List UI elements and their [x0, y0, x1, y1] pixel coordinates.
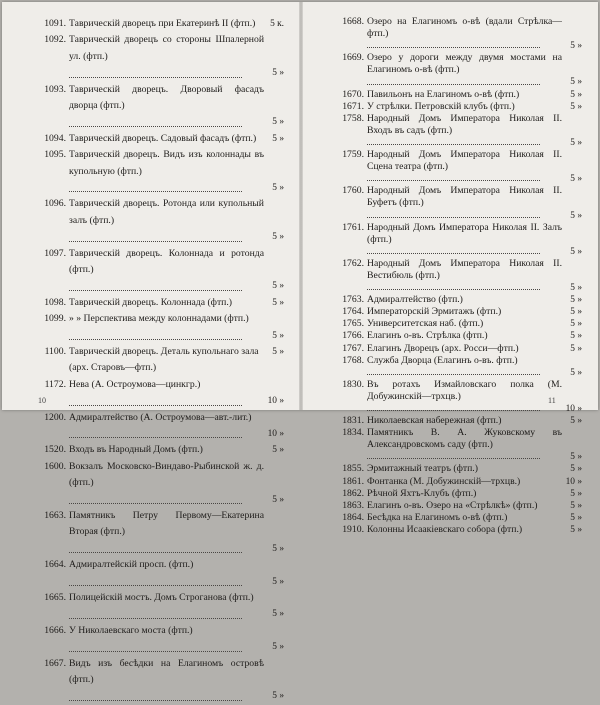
- left-page: [38, 16, 284, 705]
- entry-title: Университетская наб. (фтп.): [367, 318, 484, 330]
- entry-price: 5 »: [570, 77, 582, 88]
- entry-price: 5 »: [272, 543, 284, 554]
- catalog-entry: [336, 221, 582, 258]
- price-line: [367, 524, 582, 536]
- price-line: [367, 294, 582, 306]
- entry-title: Таврическій дворецъ. Колоннада и ротонда (фтп.): [69, 247, 264, 276]
- entry-number: 1668.: [342, 16, 364, 27]
- price-line: [367, 137, 582, 149]
- catalog-entry: [336, 294, 582, 306]
- entry-price: 5 »: [570, 367, 582, 378]
- entry-number: 1092.: [44, 34, 66, 46]
- entry-price: 5 »: [272, 281, 284, 292]
- entry-number: 1763.: [342, 294, 364, 306]
- entry-title: Народный Домъ Императора Николая II. Буфетъ (фтп.): [367, 185, 562, 209]
- entry-title: » » Перспектива между колоннадами (фтп.): [69, 313, 249, 325]
- price-line: [367, 476, 582, 488]
- entry-number: 1765.: [342, 318, 364, 330]
- entry-price: 5 »: [570, 512, 582, 523]
- dotted-leader: [367, 217, 540, 218]
- entry-title: Павильонъ на Елагиномъ о-вѣ (фтп.): [367, 88, 520, 100]
- price-line: [69, 574, 284, 590]
- dotted-leader: [69, 552, 242, 553]
- entry-number: 1910.: [342, 523, 364, 535]
- entry-price: 5 »: [272, 183, 284, 194]
- catalog-entry: [38, 196, 284, 245]
- catalog-entry: [336, 427, 582, 463]
- dotted-leader: [69, 700, 242, 701]
- price-line: [69, 114, 284, 130]
- entry-number: 1093.: [44, 83, 66, 95]
- catalog-entry: [336, 306, 582, 318]
- catalog-entry: [38, 459, 284, 508]
- entry-number: 1768.: [342, 354, 364, 366]
- dotted-leader: [367, 84, 540, 85]
- price-line: [367, 330, 582, 342]
- entry-title: Николаевская набережная (фтп.): [367, 415, 502, 427]
- entry-title: Вокзалъ Московско-Виндаво-Рыбинской ж. д. (фтп.): [69, 460, 264, 489]
- entry-number: 1669.: [342, 52, 364, 64]
- entry-number: 1863.: [342, 499, 364, 511]
- left-page-number: 10: [38, 396, 46, 405]
- catalog-entry: [38, 344, 284, 377]
- price-line: [69, 295, 284, 311]
- price-line: [69, 229, 284, 245]
- catalog-entry: [336, 112, 582, 149]
- catalog-entry: [336, 523, 582, 536]
- price-line: [367, 488, 582, 500]
- price-line: [367, 512, 582, 524]
- price-line: [69, 180, 284, 196]
- catalog-entry: [38, 147, 284, 196]
- entry-title: Памятникъ В. А. Жуковскому въ Александровскомъ саду (фтп.): [367, 427, 562, 451]
- entry-title: Рѣчной Яхтъ-Клубъ (фтп.): [367, 487, 477, 499]
- entry-number: 1670.: [342, 88, 364, 100]
- entry-title: Императорскій Эрмитажъ (фтп.): [367, 306, 502, 318]
- price-line: [367, 282, 582, 294]
- entry-price: 10 »: [565, 476, 582, 487]
- entry-price: 5 »: [570, 89, 582, 100]
- dotted-leader: [367, 410, 540, 411]
- entry-price: 5 »: [570, 488, 582, 499]
- entry-number: 1520.: [44, 444, 66, 456]
- dotted-leader: [69, 339, 242, 340]
- price-line: [367, 306, 582, 318]
- entry-price: 5 »: [272, 494, 284, 505]
- entry-title: Елагинъ Дворецъ (арх. Росси—фтп.): [367, 342, 519, 354]
- entry-title: Адмиралтейскій просп. (фтп.): [69, 559, 194, 571]
- entry-number: 1761.: [342, 221, 364, 233]
- dotted-leader: [69, 191, 242, 192]
- entry-number: 1759.: [342, 149, 364, 161]
- entry-title: Памятникъ Петру Первому—Екатерина Вторая (фтп.): [69, 510, 264, 538]
- price-line: [69, 541, 284, 557]
- catalog-entry: [38, 410, 284, 443]
- entry-title: Таврическій дворецъ. Садовый фасадъ (фтп.): [69, 132, 257, 144]
- dotted-leader: [69, 290, 242, 291]
- entry-title: Таврическій дворецъ. Колоннада (фтп.): [69, 296, 233, 308]
- catalog-entry: [336, 415, 582, 427]
- catalog-entry: [336, 378, 582, 415]
- price-line: [69, 344, 284, 360]
- right-page-number: 11: [548, 396, 556, 405]
- dotted-leader: [367, 289, 540, 290]
- price-line: [69, 65, 284, 81]
- entry-price: 5 »: [570, 174, 582, 185]
- catalog-entry: [336, 487, 582, 500]
- price-line: [367, 210, 582, 222]
- catalog-entry: [336, 354, 582, 379]
- entry-price: 5 »: [272, 347, 284, 358]
- entry-title: Служба Дворца (Елагинъ о-въ. фтп.): [367, 354, 518, 366]
- dotted-leader: [367, 374, 540, 375]
- entry-price: 5 »: [272, 133, 284, 144]
- price-line: [367, 451, 582, 463]
- catalog-entry: [38, 557, 284, 590]
- entry-number: 1764.: [342, 306, 364, 318]
- entry-price: 5 »: [272, 576, 284, 587]
- entry-number: 1200.: [44, 411, 66, 423]
- price-line: [367, 415, 582, 427]
- entry-number: 1095.: [44, 149, 66, 161]
- catalog-entry: [38, 508, 284, 557]
- entry-price: 5 »: [272, 642, 284, 653]
- catalog-entry: [336, 52, 582, 88]
- catalog-entry: [38, 623, 284, 656]
- dotted-leader: [69, 241, 242, 242]
- price-line: [367, 246, 582, 258]
- price-line: [69, 442, 284, 458]
- entry-title: Елагинъ о-въ. Озеро на «Стрѣлкѣ» (фтп.): [367, 499, 538, 511]
- entry-title: Адмиралтейство (фтп.): [367, 294, 463, 306]
- catalog-entry: [38, 590, 284, 623]
- price-line: [367, 318, 582, 330]
- entry-title: Въ ротахъ Измайловскаго полка (М. Добужинскій—трхцв.): [367, 378, 562, 402]
- dotted-leader: [367, 253, 540, 254]
- entry-price: 5 »: [570, 452, 582, 463]
- entry-number: 1834.: [342, 427, 364, 439]
- entry-price: 5 »: [272, 445, 284, 456]
- entry-number: 1864.: [342, 511, 364, 523]
- entry-title: Видъ изъ бесѣдки на Елагиномъ островѣ (фтп.): [69, 657, 264, 686]
- book-spread: [2, 2, 598, 702]
- entry-title: У Николаевскаго моста (фтп.): [69, 624, 193, 636]
- dotted-leader: [69, 405, 242, 406]
- entry-price: 5 »: [272, 297, 284, 308]
- entry-price: 5 »: [570, 416, 582, 427]
- entry-price: 10 »: [267, 429, 284, 440]
- entry-number: 1855.: [342, 463, 364, 475]
- catalog-entry: [38, 32, 284, 81]
- entry-number: 1664.: [44, 559, 66, 571]
- entry-number: 1831.: [342, 415, 364, 427]
- price-line: [69, 492, 284, 508]
- entry-price: 10 »: [267, 396, 284, 407]
- price-line: [69, 639, 284, 655]
- entry-price: 5 »: [272, 68, 284, 79]
- dotted-leader: [69, 585, 242, 586]
- price-line: [69, 393, 284, 409]
- entry-price: 5 »: [272, 117, 284, 128]
- dotted-leader: [367, 47, 540, 48]
- entry-price: 5 »: [570, 41, 582, 52]
- entry-price: 5 »: [570, 464, 582, 475]
- entry-price: 5 »: [272, 609, 284, 620]
- catalog-entry: [38, 377, 284, 410]
- catalog-entry: [38, 131, 284, 147]
- entry-price: 5 »: [570, 101, 582, 112]
- entry-title: Колонны Исаакіевскаго собора (фтп.): [367, 523, 523, 535]
- catalog-entry: [336, 330, 582, 342]
- entry-price: 5 »: [570, 331, 582, 342]
- entry-title: Адмиралтейство (А. Остроумова—авт.-лит.): [69, 411, 252, 423]
- catalog-entry: [336, 88, 582, 101]
- entry-title: Озеро на Елагиномъ о-вѣ (вдали Стрѣлка—фтп.): [367, 16, 562, 40]
- entry-number: 1098.: [44, 296, 66, 308]
- entry-number: 1091.: [44, 18, 66, 29]
- entry-number: 1096.: [44, 198, 66, 210]
- price-line: [69, 16, 284, 32]
- dotted-leader: [69, 126, 242, 127]
- price-line: [69, 131, 284, 147]
- entry-number: 1666.: [44, 624, 66, 636]
- entry-number: 1172.: [44, 378, 66, 390]
- entry-number: 1861.: [342, 475, 364, 487]
- price-line: [367, 463, 582, 475]
- entry-title: У стрѣлки. Петровскій клубъ (фтп.): [367, 100, 515, 112]
- dotted-leader: [367, 144, 540, 145]
- catalog-entry: [336, 499, 582, 512]
- entry-price: 5 »: [570, 524, 582, 535]
- entry-title: Таврическій дворецъ. Деталь купольнаго зала (арх. Старовъ—фтп.): [69, 346, 259, 374]
- dotted-leader: [367, 180, 540, 181]
- entry-number: 1766.: [342, 330, 364, 342]
- price-line: [69, 426, 284, 442]
- entry-number: 1671.: [342, 100, 364, 112]
- entry-price: 10 »: [565, 404, 582, 414]
- entry-title: Таврическій дворецъ при Екатеринѣ II (фтп.): [69, 18, 256, 29]
- price-line: [367, 101, 582, 113]
- catalog-entry: [38, 82, 284, 131]
- entry-title: Входъ въ Народный Домъ (фтп.): [69, 444, 203, 456]
- entry-title: Фонтанка (М. Добужинскій—трхцв.): [367, 475, 521, 487]
- entry-number: 1758.: [342, 112, 364, 124]
- entry-number: 1767.: [342, 342, 364, 354]
- entry-price: 5 »: [570, 246, 582, 257]
- entry-number: 1665.: [44, 592, 66, 604]
- catalog-entry: [38, 311, 284, 344]
- entry-title: Народный Домъ Императора Николая II. Сцена театра (фтп.): [367, 149, 562, 173]
- entry-number: 1667.: [44, 657, 66, 669]
- entry-price: 5 »: [570, 210, 582, 221]
- entry-title: Народный Домъ Императора Николая II. Вестибюль (фтп.): [367, 257, 562, 281]
- catalog-entry: [336, 16, 582, 52]
- entry-title: Таврическій дворецъ. Видъ изъ колоннады въ купольную (фтп.): [69, 149, 264, 177]
- dotted-leader: [367, 458, 540, 459]
- catalog-entry: [38, 656, 284, 705]
- price-line: [69, 606, 284, 622]
- entry-price: 5 »: [570, 295, 582, 306]
- price-line: [69, 278, 284, 294]
- entry-price: 5 »: [570, 343, 582, 354]
- price-line: [367, 76, 582, 88]
- price-line: [69, 688, 284, 704]
- catalog-entry: [38, 246, 284, 295]
- price-line: [367, 403, 582, 415]
- catalog-entry: [336, 463, 582, 475]
- price-line: [367, 40, 582, 52]
- entry-title: Таврическій дворецъ со стороны Шпалерной ул. (фтп.): [69, 34, 264, 62]
- book-gutter: [299, 2, 303, 410]
- catalog-entry: [336, 318, 582, 330]
- entry-price: 5 »: [570, 283, 582, 294]
- catalog-entry: [336, 511, 582, 524]
- catalog-entry: [38, 16, 284, 32]
- price-line: [367, 500, 582, 512]
- entry-price: 5 »: [272, 691, 284, 702]
- price-line: [69, 328, 284, 344]
- price-line: [367, 343, 582, 355]
- entry-price: 5 »: [570, 137, 582, 148]
- entry-price: 5 »: [570, 500, 582, 511]
- entry-title: Бесѣдка на Елагиномъ о-вѣ (фтп.): [367, 511, 508, 523]
- entry-title: Народный Домъ Императора Николая II. Залъ (фтп.): [367, 221, 562, 245]
- entry-price: 5 »: [272, 232, 284, 243]
- entry-title: Нева (А. Остроумова—цинкгр.): [69, 378, 201, 390]
- entry-number: 1094.: [44, 132, 66, 144]
- entry-number: 1760.: [342, 185, 364, 197]
- catalog-entry: [336, 257, 582, 294]
- entry-price: 5 »: [272, 330, 284, 341]
- dotted-leader: [69, 503, 242, 504]
- catalog-entry: [336, 185, 582, 221]
- entry-number: 1762.: [342, 257, 364, 269]
- entry-number: 1100.: [44, 346, 66, 358]
- entry-title: Народный Домъ Императора Николая II. Входъ въ садъ (фтп.): [367, 112, 562, 136]
- entry-title: Озеро у дороги между двумя мостами на Елагиномъ о-вѣ (фтп.): [367, 52, 562, 76]
- entry-price: 5 »: [570, 319, 582, 330]
- entry-number: 1862.: [342, 487, 364, 499]
- entry-price: 5 »: [570, 307, 582, 318]
- price-line: [367, 173, 582, 185]
- catalog-entry: [336, 149, 582, 185]
- catalog-entry: [38, 442, 284, 458]
- price-line: [367, 89, 582, 101]
- entry-title: Таврическій дворецъ. Ротонда или купольный залъ (фтп.): [69, 198, 264, 226]
- entry-number: 1097.: [44, 247, 66, 259]
- entry-number: 1830.: [342, 378, 364, 390]
- price-line: [367, 367, 582, 379]
- entry-number: 1099.: [44, 313, 66, 325]
- entry-title: Таврическій дворецъ. Дворовый фасадъ дворца (фтп.): [69, 83, 264, 112]
- dotted-leader: [69, 651, 242, 652]
- entry-number: 1600.: [44, 460, 66, 472]
- entry-title: Полицейскій мостъ. Домъ Строганова (фтп.): [69, 592, 254, 604]
- entry-price: 5 к.: [270, 19, 284, 29]
- catalog-entry: [336, 475, 582, 488]
- catalog-entry: [336, 100, 582, 113]
- catalog-entry: [336, 342, 582, 355]
- entry-title: Эрмитажный театръ (фтп.): [367, 463, 478, 475]
- dotted-leader: [69, 437, 242, 438]
- entry-title: Елагинъ о-въ. Стрѣлка (фтп.): [367, 330, 488, 342]
- right-page: [336, 16, 582, 536]
- dotted-leader: [69, 618, 242, 619]
- catalog-entry: [38, 295, 284, 311]
- dotted-leader: [69, 77, 242, 78]
- entry-number: 1663.: [44, 510, 66, 522]
